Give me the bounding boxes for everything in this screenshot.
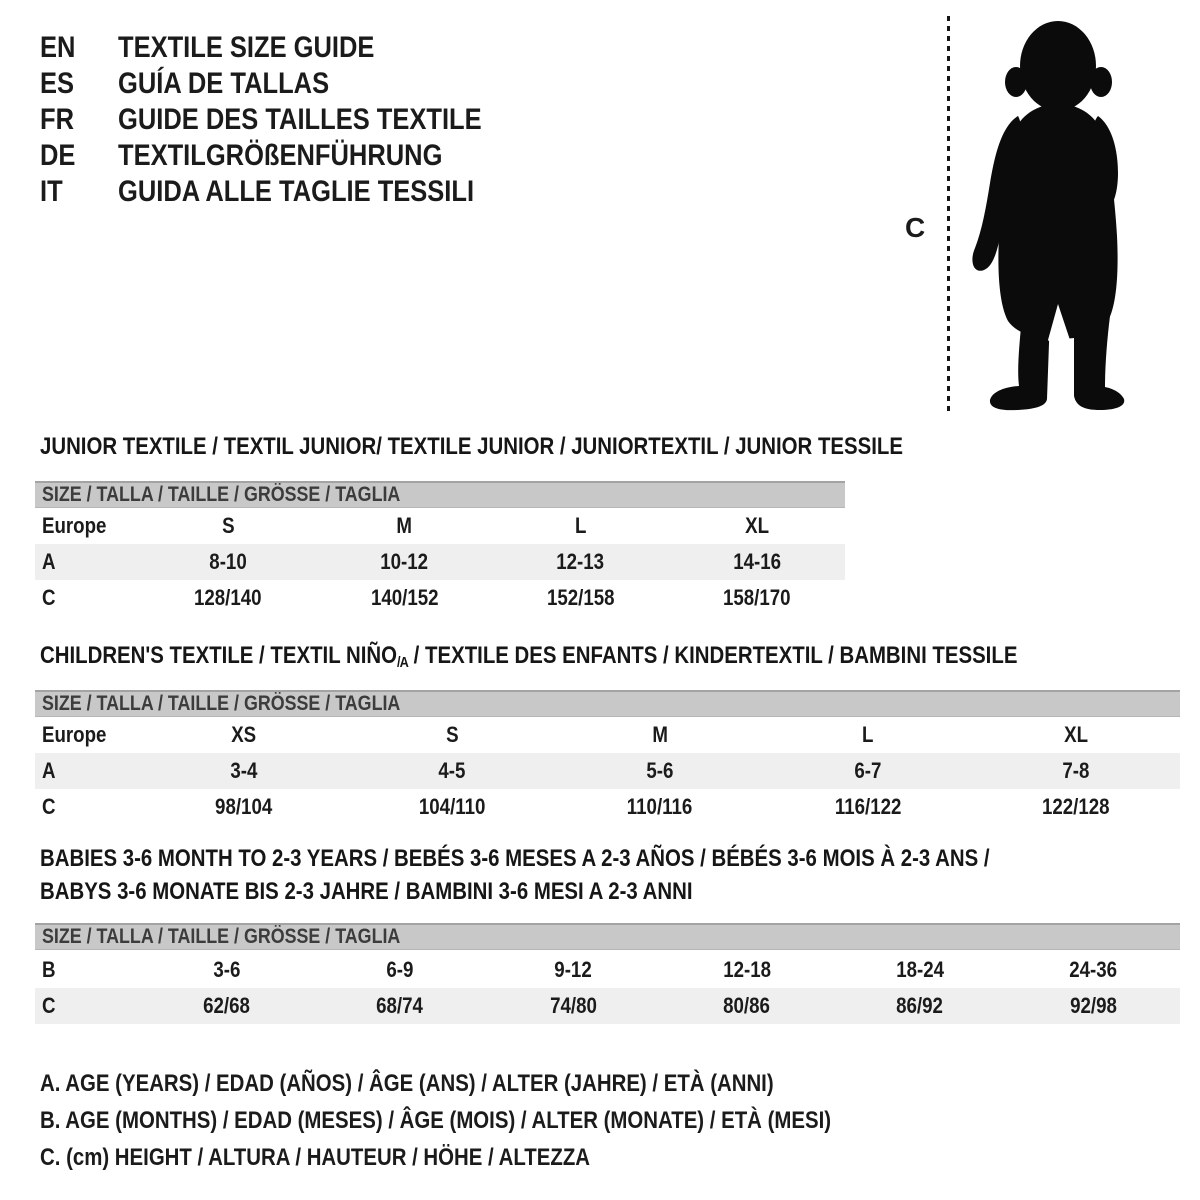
lang-row-it — [40, 174, 546, 210]
column-header-cell: M — [652, 722, 668, 747]
value-cell: 3-6 — [213, 957, 241, 982]
lang-row-fr — [40, 102, 546, 138]
column-header-cell: L — [574, 513, 587, 538]
children-size-table — [35, 717, 1180, 825]
row-label-cell: A — [42, 549, 56, 574]
value-cell: 6-9 — [386, 957, 414, 982]
lang-code: FR — [40, 103, 74, 136]
value-cell: 12-13 — [556, 549, 605, 574]
children-row-height-cm — [35, 789, 1180, 825]
value-cell: 128/140 — [194, 585, 262, 610]
lang-title: GUIDA ALLE TAGLIE TESSILI — [118, 175, 475, 208]
junior-size-header-bar: SIZE / TALLA / TAILLE / GRÖSSE / TAGLIA — [35, 481, 845, 508]
value-cell: 8-10 — [209, 549, 247, 574]
babies-size-table — [35, 952, 1180, 1024]
language-title-block — [40, 30, 546, 210]
value-cell: 18-24 — [896, 957, 944, 982]
column-header-cell: L — [862, 722, 874, 747]
region-header-cell: Europe — [42, 513, 107, 538]
value-cell: 24-36 — [1069, 957, 1118, 982]
value-cell: 9-12 — [554, 957, 593, 982]
lang-code: ES — [40, 67, 75, 100]
toddler-silhouette-image — [962, 18, 1142, 418]
babies-section-title-line2: BABYS 3-6 MONATE BIS 2-3 JAHRE / BAMBINI 3-6 MESI A 2-3 ANNI — [40, 878, 693, 905]
value-cell: 158/170 — [723, 585, 791, 610]
lang-title: GUIDE DES TAILLES TEXTILE — [118, 103, 482, 136]
lang-row-es — [40, 66, 546, 102]
junior-row-age-years — [35, 544, 845, 580]
row-label-cell: A — [42, 758, 56, 783]
value-cell: 5-6 — [646, 758, 674, 783]
column-header-cell: XL — [744, 513, 769, 538]
junior-row-height-cm — [35, 580, 845, 616]
value-cell: 10-12 — [380, 549, 429, 574]
column-header-cell: XS — [231, 722, 257, 747]
junior-section-title: JUNIOR TEXTILE / TEXTIL JUNIOR/ TEXTILE JUNIOR / JUNIORTEXTIL / JUNIOR TESSILE — [40, 433, 903, 460]
value-cell: 74/80 — [549, 993, 597, 1018]
column-header-cell: S — [221, 513, 235, 538]
column-header-cell: S — [445, 722, 459, 747]
junior-column-header-row — [35, 508, 845, 544]
value-cell: 14-16 — [732, 549, 781, 574]
lang-code: DE — [40, 139, 76, 172]
lang-row-de — [40, 138, 546, 174]
value-cell: 7-8 — [1062, 758, 1090, 783]
legend-age-years: A. AGE (YEARS) / EDAD (AÑOS) / ÂGE (ANS) / ALTER (JAHRE) / ETÀ (ANNI) — [40, 1070, 774, 1097]
lang-title: TEXTILGRÖßENFÜHRUNG — [118, 139, 443, 172]
babies-size-header-bar: SIZE / TALLA / TAILLE / GRÖSSE / TAGLIA — [35, 923, 1180, 950]
lang-row-en — [40, 30, 546, 66]
babies-row-height-cm — [35, 988, 1180, 1024]
children-column-header-row — [35, 717, 1180, 753]
lang-title: TEXTILE SIZE GUIDE — [118, 31, 375, 64]
children-section-title: CHILDREN'S TEXTILE / TEXTIL NIÑO/A / TEXTILE DES ENFANTS / KINDERTEXTIL / BAMBINI TESSILE — [40, 642, 1018, 671]
lang-code: EN — [40, 31, 76, 64]
value-cell: 116/122 — [834, 794, 902, 819]
column-header-cell: XL — [1064, 722, 1088, 747]
region-header-cell: Europe — [42, 722, 107, 747]
nino-a-subscript: /A — [396, 654, 409, 671]
value-cell: 110/116 — [627, 794, 693, 819]
column-header-cell: M — [396, 513, 413, 538]
value-cell: 152/158 — [546, 585, 615, 610]
children-size-header-bar: SIZE / TALLA / TAILLE / GRÖSSE / TAGLIA — [35, 690, 1180, 717]
value-cell: 12-18 — [722, 957, 771, 982]
value-cell: 122/128 — [1042, 794, 1110, 819]
height-measure-label: C — [905, 212, 926, 243]
value-cell: 68/74 — [376, 993, 424, 1018]
value-cell: 3-4 — [230, 758, 258, 783]
value-cell: 92/98 — [1069, 993, 1117, 1018]
babies-section-title-line1: BABIES 3-6 MONTH TO 2-3 YEARS / BEBÉS 3-6 MESES A 2-3 AÑOS / BÉBÉS 3-6 MOIS À 2-3 ANS / — [40, 845, 990, 872]
row-label-cell: C — [42, 585, 56, 610]
value-cell: 104/110 — [418, 794, 486, 819]
value-cell: 4-5 — [438, 758, 466, 783]
value-cell: 98/104 — [215, 794, 273, 819]
value-cell: 140/152 — [370, 585, 439, 610]
lang-title: GUÍA DE TALLAS — [118, 67, 330, 100]
row-label-cell: B — [42, 957, 56, 982]
junior-size-table — [35, 508, 845, 616]
legend-height-cm: C. (cm) HEIGHT / ALTURA / HAUTEUR / HÖHE / ALTEZZA — [40, 1144, 591, 1171]
value-cell: 80/86 — [723, 993, 771, 1018]
legend-age-months: B. AGE (MONTHS) / EDAD (MESES) / ÂGE (MOIS) / ALTER (MONATE) / ETÀ (MESI) — [40, 1107, 832, 1134]
value-cell: 86/92 — [896, 993, 944, 1018]
children-row-age-years — [35, 753, 1180, 789]
value-cell: 62/68 — [203, 993, 251, 1018]
lang-code: IT — [40, 175, 63, 208]
babies-row-age-months — [35, 952, 1180, 988]
row-label-cell: C — [42, 794, 56, 819]
row-label-cell: C — [42, 993, 56, 1018]
value-cell: 6-7 — [854, 758, 882, 783]
height-dashed-line — [947, 16, 950, 416]
